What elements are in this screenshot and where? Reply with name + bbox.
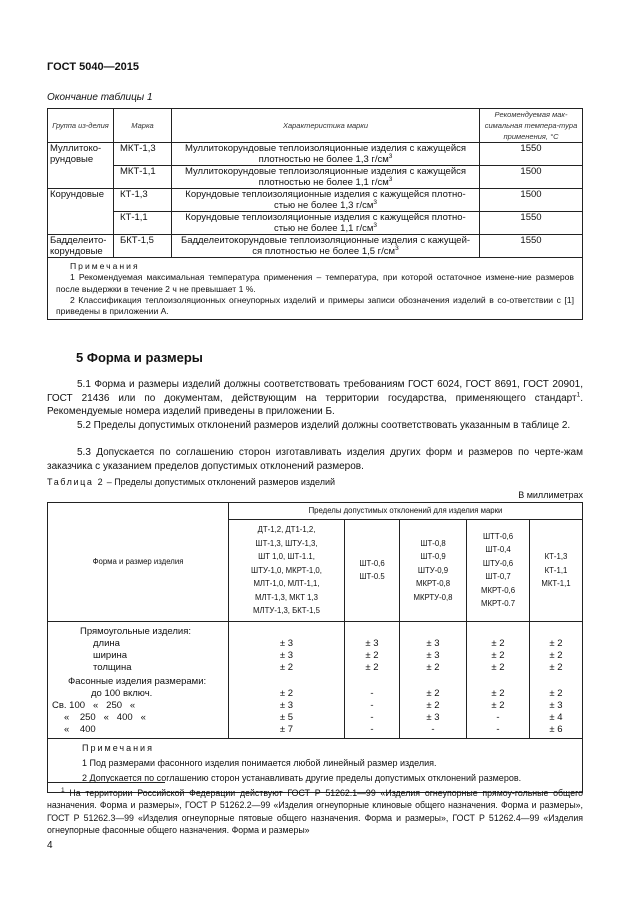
value-cell: ± 2 <box>530 662 583 674</box>
value-cell: ± 2 <box>530 688 583 700</box>
table-row <box>48 712 583 724</box>
rect-title: Прямоугольные изделия: <box>48 621 229 638</box>
group-cell: Муллитоко-рундовые <box>48 143 114 189</box>
page-number: 4 <box>47 840 53 851</box>
section-title: 5 Форма и размеры <box>76 350 203 365</box>
header-form-size: Форма и размер изделия <box>48 503 229 622</box>
temperature-cell: 1500 <box>480 166 583 189</box>
table-row <box>48 212 583 235</box>
value-cell: - <box>400 724 467 739</box>
note-2: 2 Допускается по соглашению сторон устанавливать другие пределы допустимых отклонений размеров. <box>82 772 522 783</box>
table-row <box>48 638 583 650</box>
table-row <box>48 650 583 662</box>
value-cell: ± 3 <box>345 638 400 650</box>
shaped-title: Фасонные изделия размерами: <box>48 674 229 688</box>
value-cell: ± 3 <box>530 700 583 712</box>
value-cell: ± 3 <box>229 650 345 662</box>
value-cell: ± 3 <box>400 712 467 724</box>
value-cell: ± 5 <box>229 712 345 724</box>
note-1: 1 Рекомендуемая максимальная температура применения – температура, при которой остаточное измене-ние размеров после выдержки в течение 2 ч не превышает 1 %. <box>56 272 574 294</box>
value-cell: - <box>467 712 530 724</box>
group-cell: Бадделеито-корундовые <box>48 235 114 258</box>
value-cell: - <box>345 724 400 739</box>
mark-cell: МКТ-1,1 <box>114 166 172 189</box>
table-1-notes-row <box>48 258 583 320</box>
header-characteristic: Характеристика марки <box>172 109 480 143</box>
mark-cell: КТ-1,3 <box>114 189 172 212</box>
header-group: Группа из-делия <box>48 109 114 143</box>
table-1-notes <box>48 258 583 320</box>
temperature-cell: 1550 <box>480 212 583 235</box>
value-cell: - <box>345 712 400 724</box>
notes-title: Примечания <box>82 742 154 753</box>
table-row <box>48 166 583 189</box>
paragraph-5-1: 5.1 Форма и размеры изделий должны соответствовать требованиям ГОСТ 6024, ГОСТ 8691, ГОСТ 20901, ГОСТ 21436 или по документам, действующим на территории государства, применяющего стандарт$^1$. Рекомендуемые номера изделий приведены в приложении Б. <box>47 379 583 417</box>
paragraph-5-2: 5.2 Пределы допустимых отклонений размеров изделий должны соответствовать указанным в таблице 2. <box>77 420 571 431</box>
temperature-cell: 1550 <box>480 235 583 258</box>
table-1 <box>47 108 583 320</box>
group-cell: Корундовые <box>48 189 114 235</box>
value-cell: ± 2 <box>400 662 467 674</box>
value-cell: ± 2 <box>467 650 530 662</box>
header-mark: Марка <box>114 109 172 143</box>
mark-cell: КТ-1,1 <box>114 212 172 235</box>
value-cell: ± 3 <box>229 700 345 712</box>
footnote-separator <box>47 782 165 783</box>
value-cell: ± 2 <box>400 688 467 700</box>
characteristic-cell: Муллитокорундовые теплоизоляционные изделия с кажущейся плотностью не более 1,1 $г/см^3$ <box>172 166 480 189</box>
characteristic-cell: Муллитокорундовые теплоизоляционные изделия с кажущейся плотностью не более 1,3 $г/см^3$ <box>172 143 480 166</box>
value-cell: ± 2 <box>467 662 530 674</box>
value-cell: ± 2 <box>467 700 530 712</box>
paragraph-5-3: 5.3 Допускается по соглашению сторон изготавливать изделия других форм и размеров по черте-жам заказчика с указанием пределов допустимых отклонений размеров. <box>47 447 583 472</box>
marks-cell: ШТ-0,6 ШТ-0.5 <box>345 520 400 622</box>
characteristic-cell: Корундовые теплоизоляционные изделия с кажущейся плотно- стью не более 1,1 $г/см^3$ <box>172 212 480 235</box>
table-row <box>48 235 583 258</box>
row-label: ширина <box>48 650 229 662</box>
row-label: толщина <box>48 662 229 674</box>
value-cell: ± 7 <box>229 724 345 739</box>
note-2: 2 Классификация теплоизоляционных огнеупорных изделий и примеры записи обозначения изделий в со-ответствии с [1] приведены в приложении А. <box>56 294 574 317</box>
temperature-cell: 1500 <box>480 189 583 212</box>
table-2 <box>47 502 583 793</box>
table-row <box>48 700 583 712</box>
value-cell: - <box>345 688 400 700</box>
header-limits: Пределы допустимых отклонений для изделия марки <box>229 503 583 520</box>
table-row <box>48 189 583 212</box>
marks-cell: ШТ-0,8 ШТ-0,9 ШТУ-0,9 МКРТ-0,8 МКРТУ-0,8 <box>400 520 467 622</box>
value-cell: ± 6 <box>530 724 583 739</box>
table-2-units: В миллиметрах <box>518 490 583 500</box>
table-2-caption: Таблица 2 – Пределы допустимых отклонений размеров изделий <box>47 477 336 487</box>
table-row <box>48 662 583 674</box>
marks-cell: ШТТ-0,6 ШТ-0,4 ШТУ-0,6 ШТ-0,7 МКРТ-0,6 МКРТ-0.7 <box>467 520 530 622</box>
value-cell: ± 2 <box>530 638 583 650</box>
value-cell: ± 2 <box>229 662 345 674</box>
value-cell: ± 2 <box>467 688 530 700</box>
row-label: до 100 включ. <box>48 688 229 700</box>
row-label: « 250 « 400 « <box>48 712 229 724</box>
value-cell: ± 3 <box>229 638 345 650</box>
table-1-header-row <box>48 109 583 143</box>
table-continuation-caption: Окончание таблицы 1 <box>47 92 153 103</box>
value-cell: ± 2 <box>530 650 583 662</box>
mark-cell: БКТ-1,5 <box>114 235 172 258</box>
characteristic-cell: Бадделеитокорундовые теплоизоляционные изделия с кажущей- ся плотностью не более 1,5 $г/см^3$ <box>172 235 480 258</box>
row-label: длина <box>48 638 229 650</box>
row-label: « 400 <box>48 724 229 739</box>
mark-cell: МКТ-1,3 <box>114 143 172 166</box>
table-row <box>48 674 583 688</box>
value-cell: ± 3 <box>400 638 467 650</box>
document-header: ГОСТ 5040—2015 <box>47 61 140 73</box>
table-2-notes-row <box>48 738 583 792</box>
note-1: 1 Под размерами фасонного изделия понимается любой линейный размер изделия. <box>82 757 437 768</box>
value-cell: ± 2 <box>345 650 400 662</box>
value-cell: ± 3 <box>400 650 467 662</box>
row-label: Св. 100 « 250 « <box>48 700 229 712</box>
table-row <box>48 724 583 739</box>
value-cell: ± 2 <box>400 700 467 712</box>
value-cell: ± 4 <box>530 712 583 724</box>
notes-title: Примечания <box>70 261 140 271</box>
footnote: $^1$ На территории Российской Федерации действуют ГОСТ Р 51262.1—99 «Изделия огнеупорные прямоу-гольные общего назначения. Форма и размеры», ГОСТ Р 51262.2—99 «Изделия огнеупорные клиновые общего назначения. Форма и размеры», ГОСТ Р 51262.3—99 «Изделия огнеупорные пятовые общего назначения. Форма и размеры», ГОСТ Р 51262.4—99 «Изделия огнеупорные фасонные общего назначения. Форма и размеры» <box>47 787 583 836</box>
value-cell: - <box>345 700 400 712</box>
marks-cell: ДТ-1,2, ДТ1-1,2, ШТ-1,3, ШТУ-1,3, ШТ 1,0, ШТ-1.1, ШТУ-1,0, МКРТ-1,0, МЛТ-1,0, МЛТ-1,1, МЛТ-1,3, МКТ 1,3 МЛТУ-1,3, БКТ-1,5 <box>229 520 345 622</box>
table-row <box>48 688 583 700</box>
value-cell: ± 2 <box>229 688 345 700</box>
table-2-header-row <box>48 503 583 520</box>
temperature-cell: 1550 <box>480 143 583 166</box>
header-temperature: Рекомендуемая мак-симальная темпера-тура применения, °С <box>480 109 583 143</box>
value-cell: ± 2 <box>345 662 400 674</box>
characteristic-cell: Корундовые теплоизоляционные изделия с кажущейся плотно- стью не более 1,3 $г/см^3$ <box>172 189 480 212</box>
table-row <box>48 621 583 638</box>
table-2-notes <box>48 738 583 792</box>
table-row <box>48 143 583 166</box>
value-cell: - <box>467 724 530 739</box>
marks-cell: КТ-1,3 КТ-1,1 МКТ-1,1 <box>530 520 583 622</box>
value-cell: ± 2 <box>467 638 530 650</box>
